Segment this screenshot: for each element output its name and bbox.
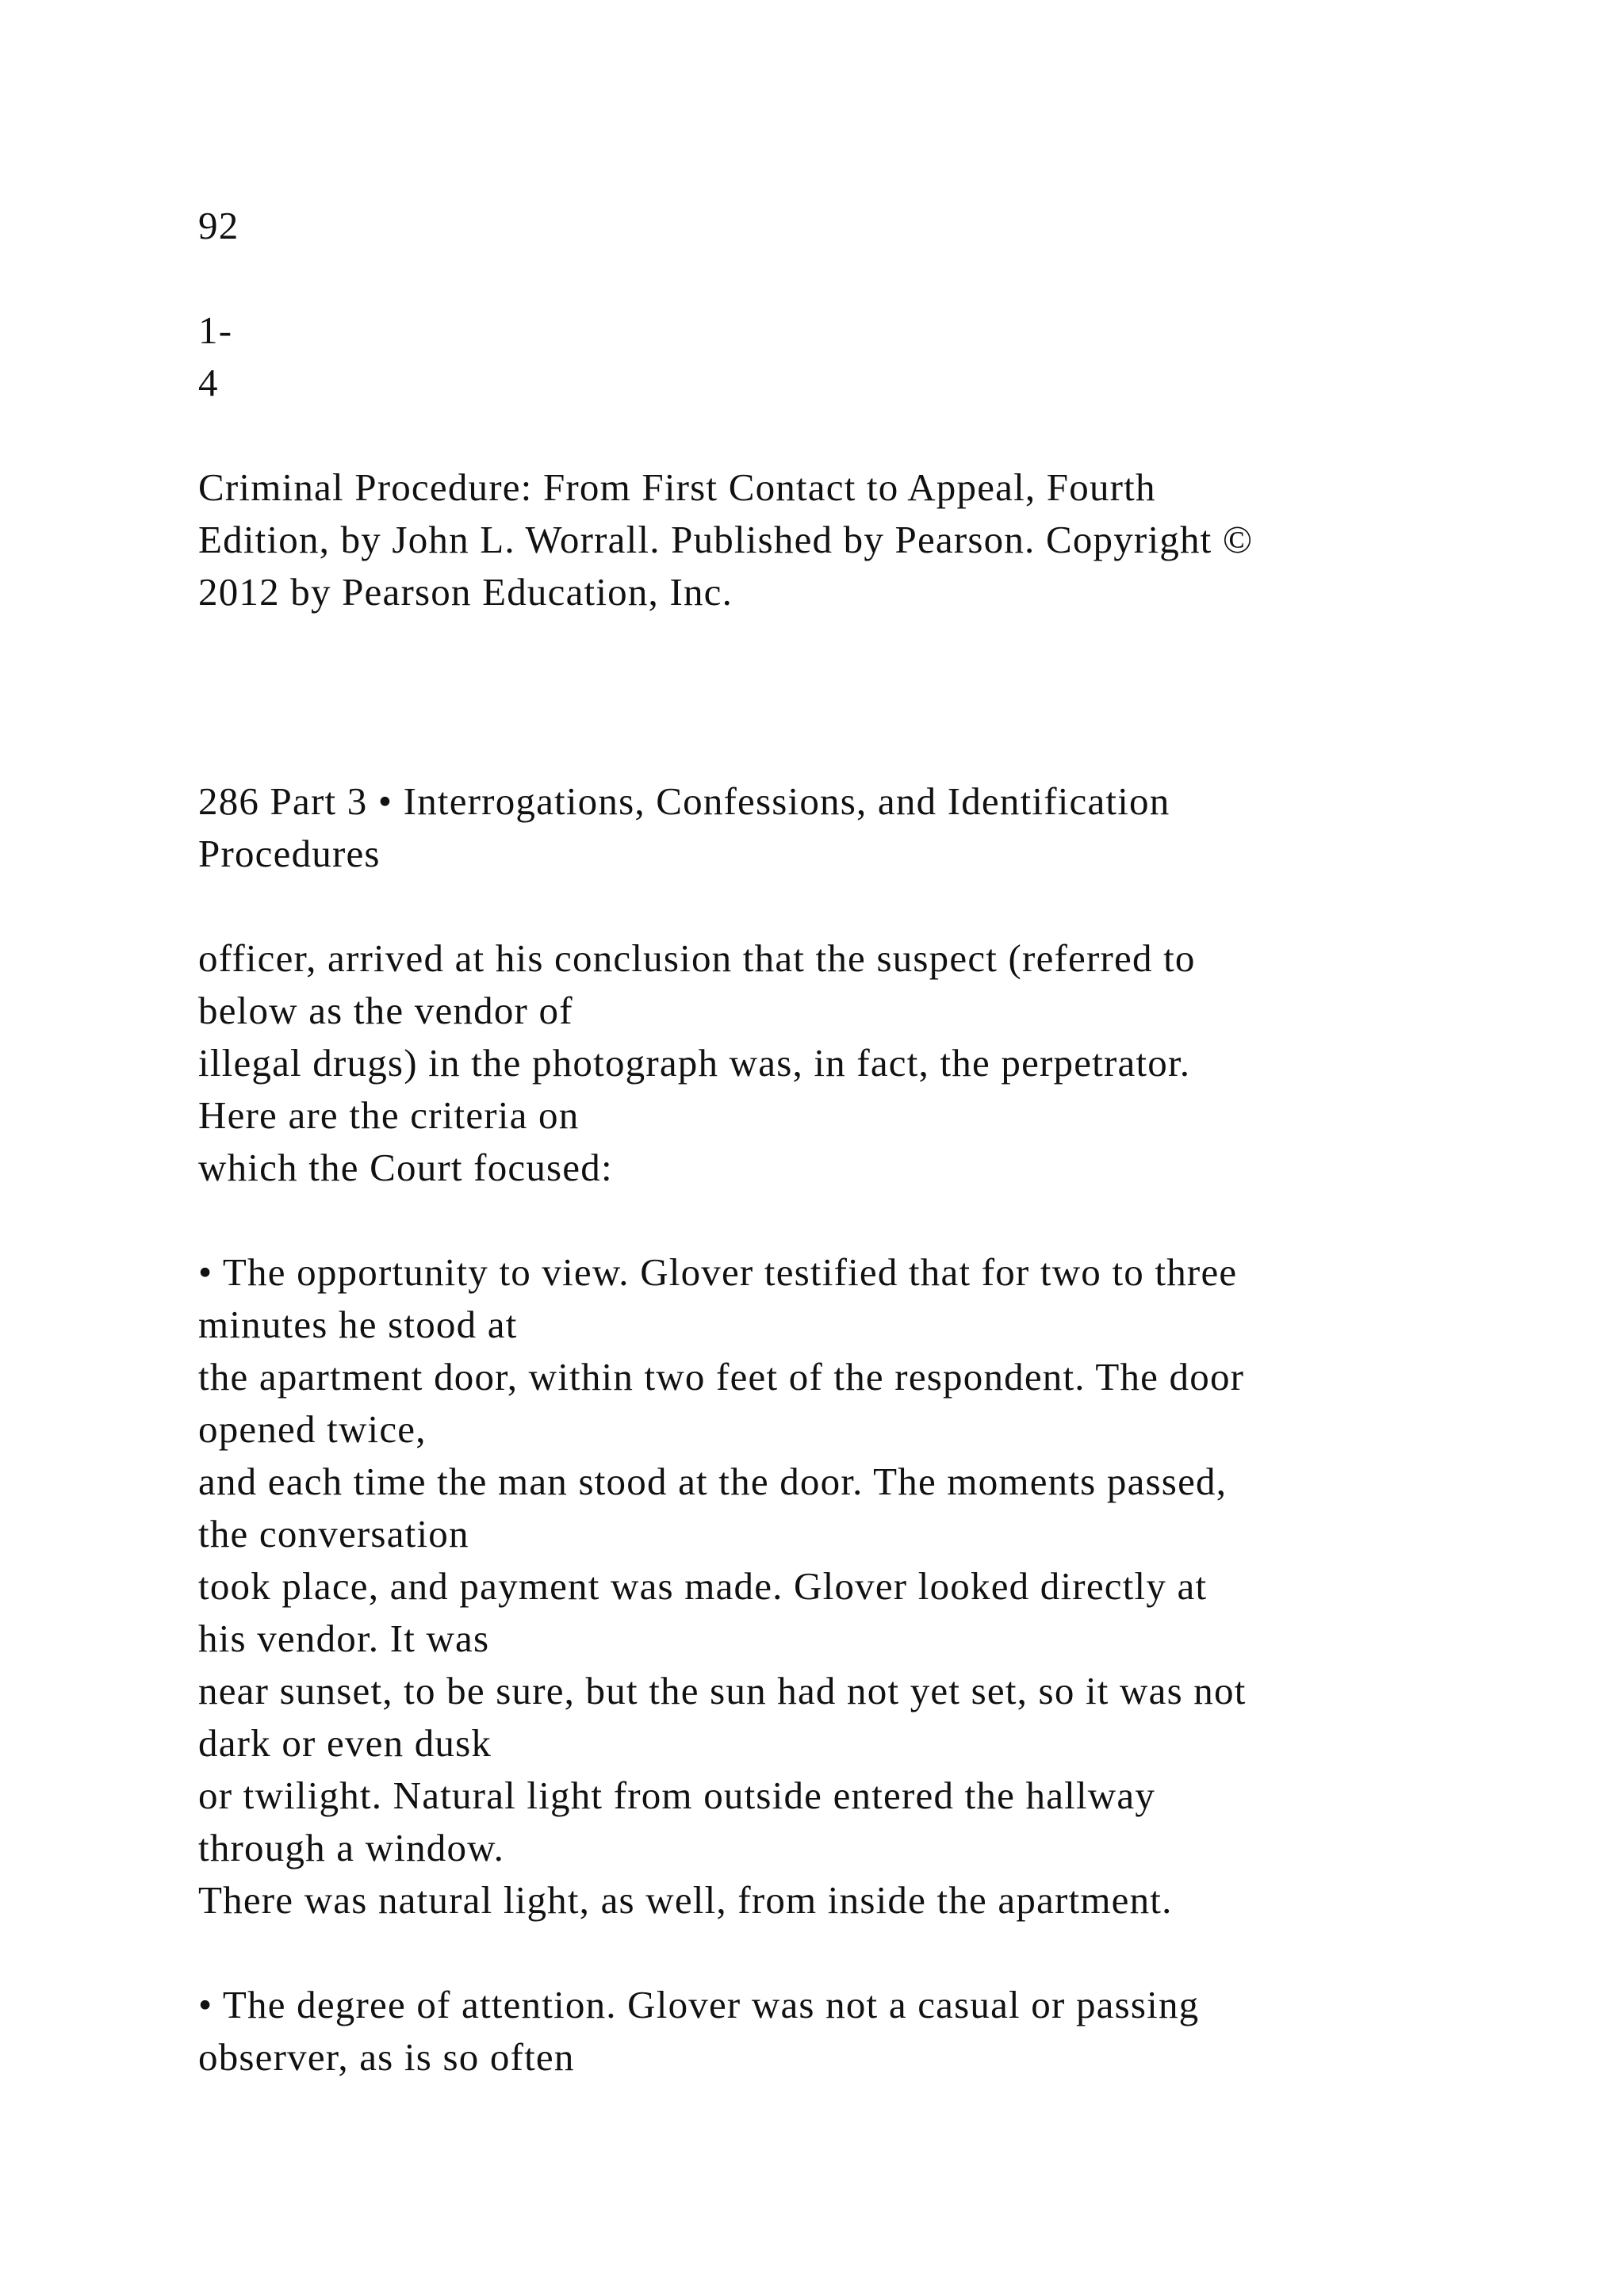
bullet-line: opened twice, (198, 1407, 427, 1451)
paragraph-line: below as the vendor of (198, 989, 573, 1032)
bullet-line: the conversation (198, 1512, 469, 1556)
header-line: 4 (198, 361, 219, 404)
bullet-line: • The degree of attention. Glover was not a casual or passing (198, 1983, 1200, 2026)
bullet-line: the apartment door, within two feet of the respondent. The door (198, 1355, 1245, 1399)
bullet-line: took place, and payment was made. Glover looked directly at (198, 1564, 1208, 1608)
paragraph-line: illegal drugs) in the photograph was, in fact, the perpetrator. (198, 1041, 1191, 1085)
bullet-line: his vendor. It was (198, 1617, 490, 1660)
running-head-line: Procedures (198, 832, 381, 875)
bullet-line: near sunset, to be sure, but the sun had not yet set, so it was not (198, 1669, 1247, 1712)
bullet-line: observer, as is so often (198, 2035, 575, 2079)
paragraph-line: officer, arrived at his conclusion that the suspect (referred to (198, 936, 1196, 980)
bullet-line: and each time the man stood at the door. The moments passed, (198, 1460, 1228, 1503)
citation-line: 2012 by Pearson Education, Inc. (198, 570, 733, 614)
bullet-line: minutes he stood at (198, 1303, 518, 1346)
bullet-line: There was natural light, as well, from inside the apartment. (198, 1878, 1173, 1922)
citation-line: Edition, by John L. Worrall. Published by Pearson. Copyright © (198, 518, 1254, 561)
header-line: 1- (198, 308, 233, 352)
bullet-line: • The opportunity to view. Glover testified that for two to three (198, 1250, 1238, 1294)
paragraph-line: Here are the criteria on (198, 1093, 580, 1137)
bullet-line: dark or even dusk (198, 1721, 492, 1765)
bullet-line: or twilight. Natural light from outside entered the hallway (198, 1774, 1156, 1817)
running-head-line: 286 Part 3 • Interrogations, Confessions, and Identification (198, 779, 1170, 823)
bullet-line: through a window. (198, 1826, 505, 1869)
page-number: 92 (198, 204, 239, 247)
paragraph-line: which the Court focused: (198, 1146, 613, 1189)
citation-line: Criminal Procedure: From First Contact to Appeal, Fourth (198, 465, 1156, 509)
